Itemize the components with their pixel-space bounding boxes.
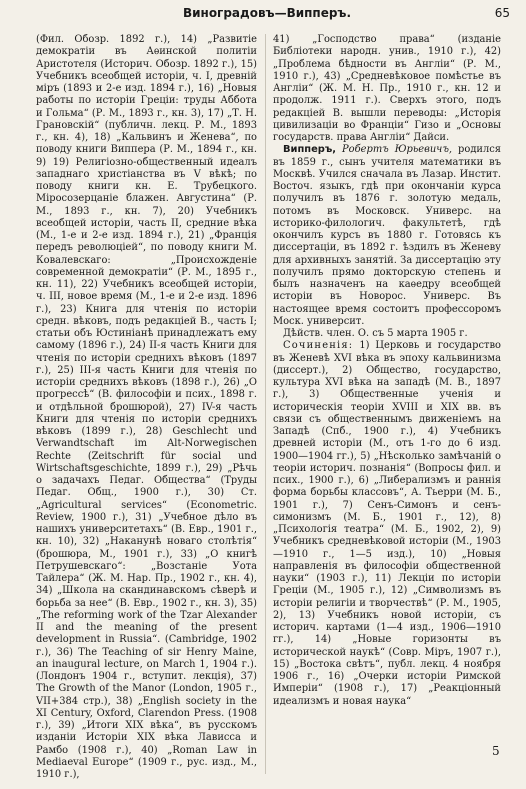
left-column-text: (Фил. Обозр. 1892 г.), 14) „Развитiе демократiи въ Аѳинской политiи Аристотеля (Историч. Обозр. 1892 г.), 15) Учебникъ всеобщей исторiи, ч. I, древнiй мiръ (1893 и 2-е изд. 1894 г.), 16) „Новыя работы по исторiи Грецiи: труды Аббота и Гольма“ (Р. М., 1893 г., кн. 3), 17) „Т. Н. Грановскiй“ (публичн. лекц. Р. М., 1893 г., кн. 4), 18) „Кальвинъ и Женева“, по поводу книги Виппера (Р. М., 1894 г., кн. 9) 19) Религiозно-общественный идеалъ западнаго христiанства въ V вѣкѣ; по поводу книги кн. Е. Трубецкого. Мiросозерцанiе блажен. Августина“ (Р. М., 1893 г., кн. 7), 20) Учебникъ всеобщей исторiи, часть II, средние вѣка (М., 1-е и 2-е изд. 1894 г.), 21) „Франція передъ революцiей“, по поводу книги М. Ковалевскаго: „Происхожденiе современной демократiи“ (Р. М., 1895 г., кн. 11), 22) Учебникъ всеобщей исторiи, ч. III, новое время (М., 1-е и 2-е изд. 1896 г.), 23) Книга для чтенiя по исторiи средн. вѣковъ, подъ редакцiей В., часть I; статьи объ Юстинiанѣ принадлежатъ ему самому (1896 г.), 24) II-я часть Книги для чтенiя по исторiи среднихъ вѣковъ (1897 г.), 25) III-я часть Книги для чтенiя по исторiи среднихъ вѣковъ (1898 г.), 26) „О прогрессѣ“ (В. философiи и псих., 1898 г. и отдѣльной брошюрой), 27) IV-я часть Книги для чтенiя по исторiи среднихъ вѣковъ (1899 г.), 28) Geschlecht und Verwandtschaft im Alt-Norwegischen Rechte (Zeitschrift für social und Wirtschaftsgeschichte, 1899 г.), 29) „Рѣчь о задачахъ Педаг. Общества“ (Труды Педаг. Общ., 1900 г.), 30) Ст. „Agricultural services“ (Econometric. Review, 1900 г.), 31) „Учебное дѣло въ нашихъ университетахъ“ (В. Евр., 1901 г., кн. 10), 32) „Наканунѣ новаго столѣтiя“ (брошюра, М., 1901 г.), 33) „О книгѣ Петрушевскаго“: „Возстанiе Уота Тайлера“ (Ж. М. Нар. Пр., 1902 г., кн. 4), 34) „Школа на скандинавскомъ сѣверѣ и борьба за нее“ (В. Евр., 1902 г., кн. 3), 35) „The reforming work of the Tzar Alexander II and the meaning of the present development in Russia“. (Cambridge, 1902 г.), 36) The Teaching of sir Henry Maine, an inaugural lecture, on March 1, 1904 г.). (Лондонъ 1904 г., вступит. лекцiя), 37) The Growth of the Manor (London, 1905 г., VII+384 стр.), 38) „English society in the XI Century, Oxford, Clarendon Press. (1908 г.), 39) „Итоги XIX вѣка“, въ русскомъ изданiи Исторiи XIX вѣка Лависса и Рамбо (1908 г.), 40) „Roman Law in Mediaeval Europe“ (1909 г., рус. изд., М., 1910 г.), — [36, 34, 257, 779]
column-divider — [265, 34, 266, 774]
works-label: Сочиненiя: — [283, 340, 354, 352]
entry-headword: Випперъ, — [283, 144, 337, 156]
entry-biography: родился въ 1859 г., сынъ учителя математики въ Москвѣ. Учился сначала въ Лазар. Инстит. Восточ. языкъ, гдѣ при окончанiи курса получилъ въ 1876 г. золотую медаль, потомъ въ Московск. Универс. на историко-филологич. факультетѣ, гдѣ окончилъ курсъ въ 1880 г. Готовясь къ диссертацiи, въ 1892 г. ѣздилъ въ Женеву для архивныхъ занятiй. За диссертацiю эту получилъ прямо докторскую степень и былъ назначенъ на каѳедру всеобщей исторiи въ Новорос. Универс. Въ настоящее время состоитъ профессоромъ Моск. университ. — [273, 144, 501, 327]
page-header — [24, 6, 510, 26]
previous-entry-continuation: 41) „Господство права“ (изданiе Библiотеки народн. унив., 1910 г.), 42) „Проблема бѣдности въ Англiи“ (Р. М., 1910 г.), 43) „Средневѣковое помѣстье въ Англiи“ (Ж. М. Н. Пр., 1910 г., кн. 12 и продолж. 1911 г.). Сверхъ этого, подъ редакцiей В. вышли переводы: „Исторiя цивилизацiи во Францiи“ Гизо и „Основы государств. права Англiи“ Дайси. — [273, 34, 501, 143]
works-list: 1) Церковь и государство въ Женевѣ XVI вѣка въ эпоху кальвинизма (диссерт.), 2) Общество, государство, культура XVI вѣка на западѣ (М. В., 1897 г.), 3) Общественные ученiя и историческiя теорiи XVIII и XIX вв. въ связи съ общественнымъ движенiемъ на Западѣ (Спб., 1900 г.), 4) Учебникъ древней исторiи (М., отъ 1-го до 6 изд. 1900—1904 гг.), 5) „Нѣсколько замѣчанiй о теорiи историч. познанiя“ (Вопросы фил. и псих., 1900 г.), 6) „Либерализмъ и раннiя форма борьбы классовъ“, А. Тьерри (М. Б., 1901 г.), 7) Сенъ-Симонъ и сенъ-симонизмъ (М. Б., 1901 г., 12), 8) „Психологiя театра“ (М. Б., 1902, 2), 9) Учебникъ средневѣковой исторiи (М., 1903—1910 г., 1—5 изд.), 10) „Новыя направленiя въ философiи общественной науки“ (1903 г.), 11) Лекцiи по исторiи Грецiи (М., 1905 г.), 12) „Символизмъ въ исторiи религiи и творчествѣ“ (Р. М., 1905, 2), 13) Учебникъ новой исторiи, съ историч. картами (1—4 изд., 1906—1910 гг.), 14) „Новые горизонты въ исторической наукѣ“ (Совр. Мiръ, 1907 г.), 15) „Востока свѣтъ“, публ. лекц. 4 ноября 1906 г., 16) „Очерки исторiи Римской Имперiи“ (1908 г.), 17) „Реакцiонный идеализмъ и новая наука“ — [273, 340, 501, 707]
right-column — [273, 34, 501, 738]
left-column — [36, 34, 257, 779]
entry-works — [273, 340, 501, 708]
entry-full-name: Робертъ Юрьевичъ, — [342, 144, 453, 156]
page-number: 65 — [494, 6, 510, 20]
running-title: Виноградовъ—Випперъ. — [182, 6, 352, 20]
signature-mark: 5 — [492, 744, 500, 758]
entry-membership: Дѣйств. член. О. съ 5 марта 1905 г. — [283, 328, 468, 339]
dictionary-entry-vipper — [273, 144, 501, 328]
